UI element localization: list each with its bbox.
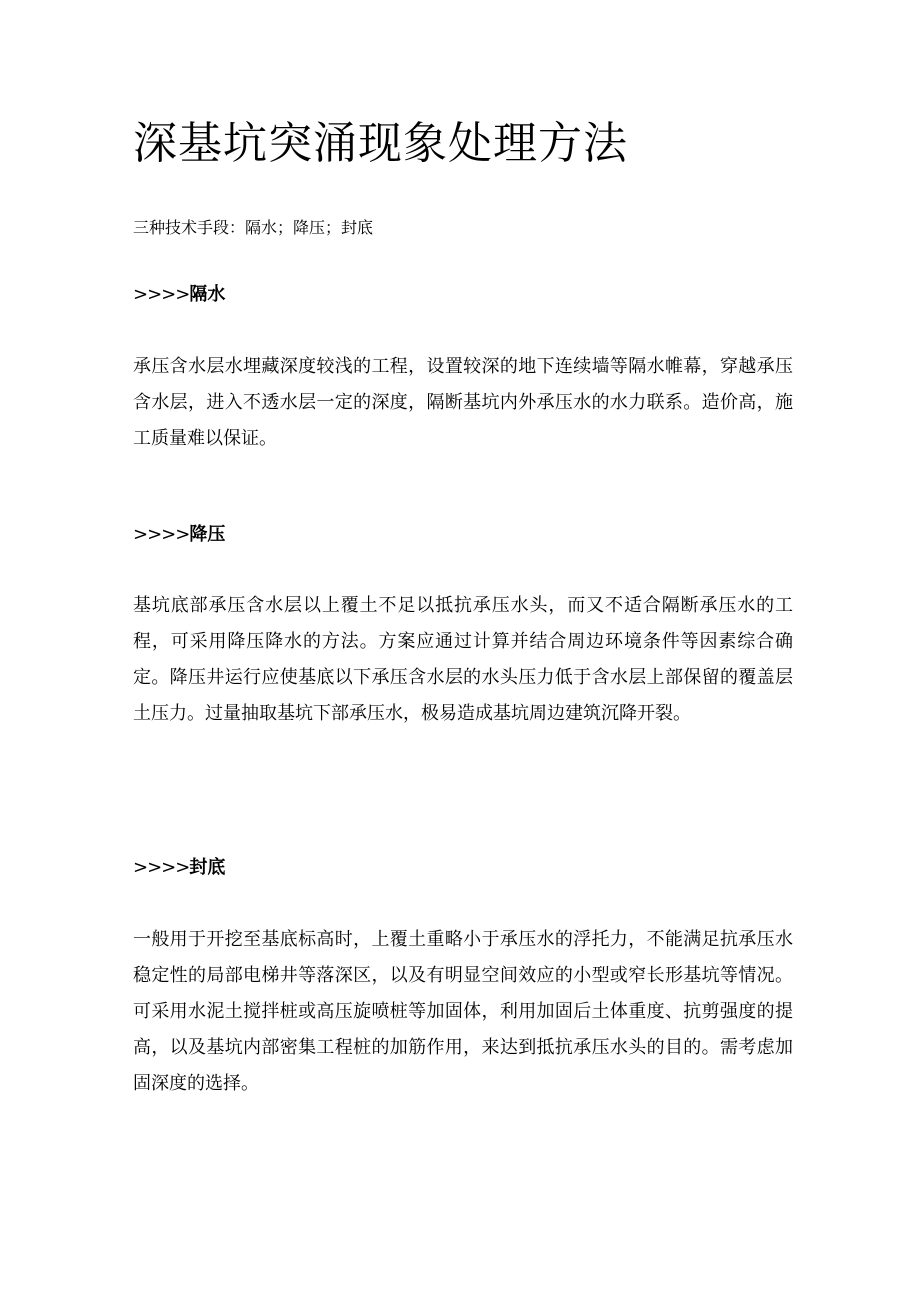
section-body-sealing: 一般用于开挖至基底标高时，上覆土重略小于承压水的浮托力，不能满足抗承压水稳定性的局部电梯井等落深区，以及有明显空间效应的小型或窄长形基坑等情况。可采用水泥土搅拌桩或高压旋喷桩等加固体，利用加固后土体重度、抗剪强度的提高，以及基坑内部密集工程桩的加筋作用，来达到抵抗承压水头的目的。需考虑加固深度的选择。	[133, 929, 793, 1094]
section-body-depressurize: 基坑底部承压含水层以上覆土不足以抵抗承压水头，而又不适合隔断承压水的工程，可采用降压降水的方法。方案应通过计算并结合周边环境条件等因素综合确定。降压井运行应使基底以下承压含水层的水头压力低于含水层上部保留的覆盖层土压力。过量抽取基坑下部承压水，极易造成基坑周边建筑沉降开裂。	[133, 595, 793, 724]
section-heading-text: 降压	[189, 524, 226, 545]
section-heading-depressurize	[133, 522, 225, 548]
section-heading-isolation	[133, 282, 225, 308]
section-body-isolation: 承压含水层水埋藏深度较浅的工程，设置较深的地下连续墙等隔水帷幕，穿越承压含水层，进入不透水层一定的深度，隔断基坑内外承压水的水力联系。造价高，施工质量难以保证。	[133, 356, 793, 449]
page-subtitle: 三种技术手段：隔水；降压；封底	[133, 218, 374, 237]
section-marker: >>>>	[133, 524, 190, 545]
section-marker: >>>>	[133, 857, 190, 878]
section-heading-text: 隔水	[189, 284, 226, 305]
page-title: 深基坑突涌现象处理方法	[133, 118, 628, 169]
section-heading-sealing	[133, 855, 225, 881]
section-marker: >>>>	[133, 284, 190, 305]
section-heading-text: 封底	[189, 857, 226, 878]
